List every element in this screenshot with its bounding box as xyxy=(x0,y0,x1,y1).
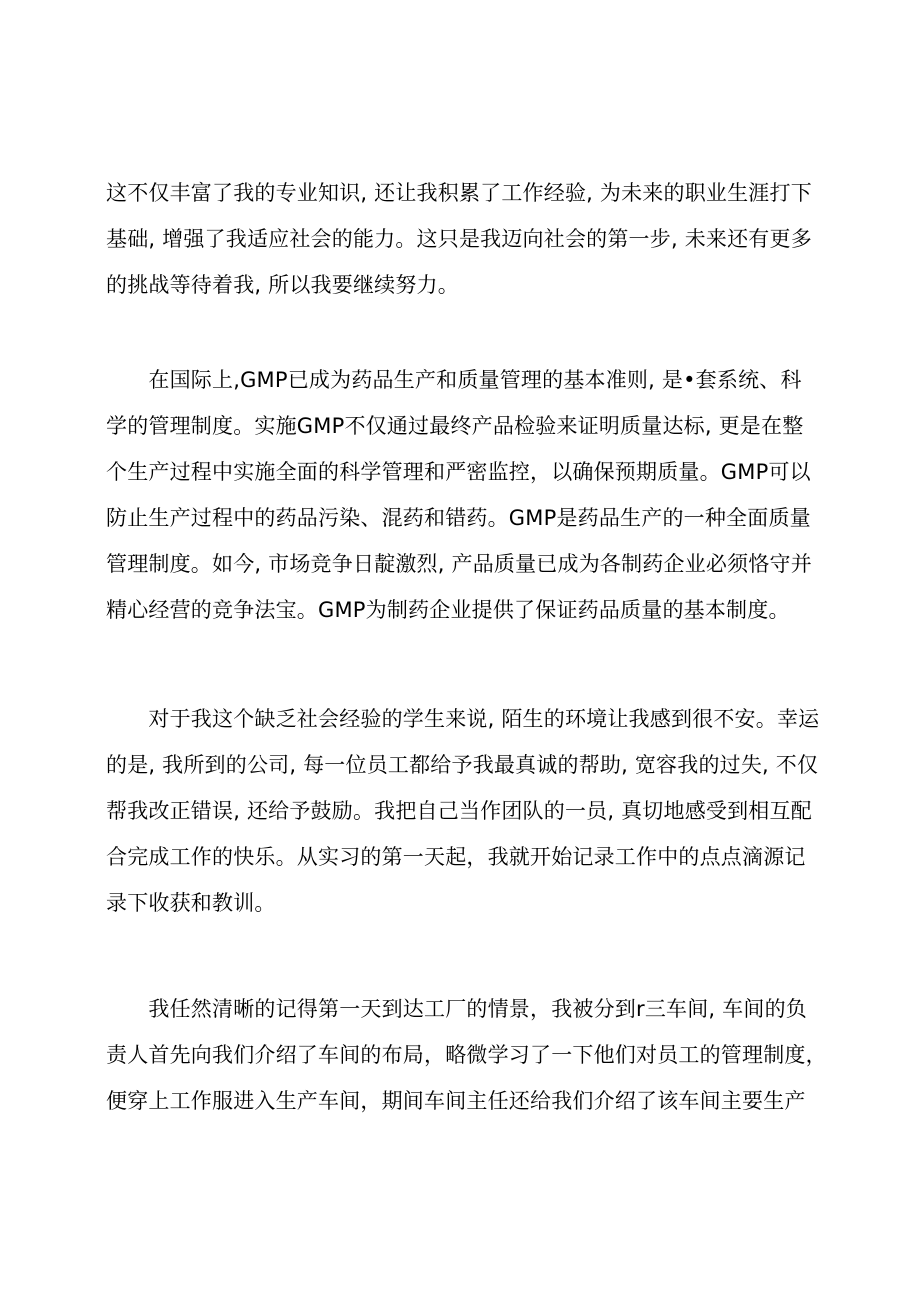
text-line: 便穿上工作服进入生产车间，期间车间主任还给我们介绍了该车间主要生产 xyxy=(106,1089,806,1113)
text-line: 对于我这个缺乏社会经验的学生来说, 陌生的环境让我感到很不安。幸运 xyxy=(106,707,820,731)
text-line: 责人首先向我们介绍了车间的布局，略微学习了一下他们对员工的管理制度， xyxy=(106,1043,827,1067)
paragraph-2 xyxy=(106,357,826,633)
paragraph-4 xyxy=(106,986,826,1124)
text-line: 这不仅丰富了我的专业知识, 还让我积累了工作经验, 为未来的职业生涯打下 xyxy=(106,181,812,205)
text-line: 基础, 增强了我适应社会的能力。这只是我迈向社会的第一步, 未来还有更多 xyxy=(106,227,812,251)
text-line: 个生产过程中实施全面的科学管理和严密监控，以确保预期质量。GMP可以 xyxy=(106,460,811,484)
text-line: 学的管理制度。实施GMP不仅通过最终产品检验来证明质量达标, 更是在整 xyxy=(106,414,804,438)
text-line: 的是, 我所到的公司, 每一位员工都给予我最真诚的帮助, 宽容我的过失, 不仅 xyxy=(106,753,819,777)
text-line: 精心经营的竞争法宝。GMP为制药企业提供了保证药品质量的基本制度。 xyxy=(106,598,790,622)
paragraph-1 xyxy=(106,170,826,308)
text-line: 合完成工作的快乐。从实习的第一天起，我就开始记录工作中的点点滴源记 xyxy=(106,845,806,869)
paragraph-3 xyxy=(106,696,826,926)
text-line: 帮我改正错误, 还给予鼓励。我把自己当作团队的一员, 真切地感受到相互配 xyxy=(106,799,812,823)
text-line: 防止生产过程中的药品污染、混药和错药。GMP是药品生产的一种全面质量 xyxy=(106,506,811,530)
text-line: 我任然清晰的记得第一天到达工厂的情景，我被分到r三车间, 车间的负 xyxy=(106,997,807,1021)
text-line: 在国际上,GMP已成为药品生产和质量管理的基本准则, 是•套系统、科 xyxy=(106,368,802,392)
text-line: 录下收获和教训。 xyxy=(106,891,276,915)
text-line: 管理制度。如今, 市场竞争日靛激烈, 产品质量已成为各制药企业必须恪守并 xyxy=(106,552,812,576)
text-line: 的挑战等待着我, 所以我要继续努力。 xyxy=(106,273,459,297)
